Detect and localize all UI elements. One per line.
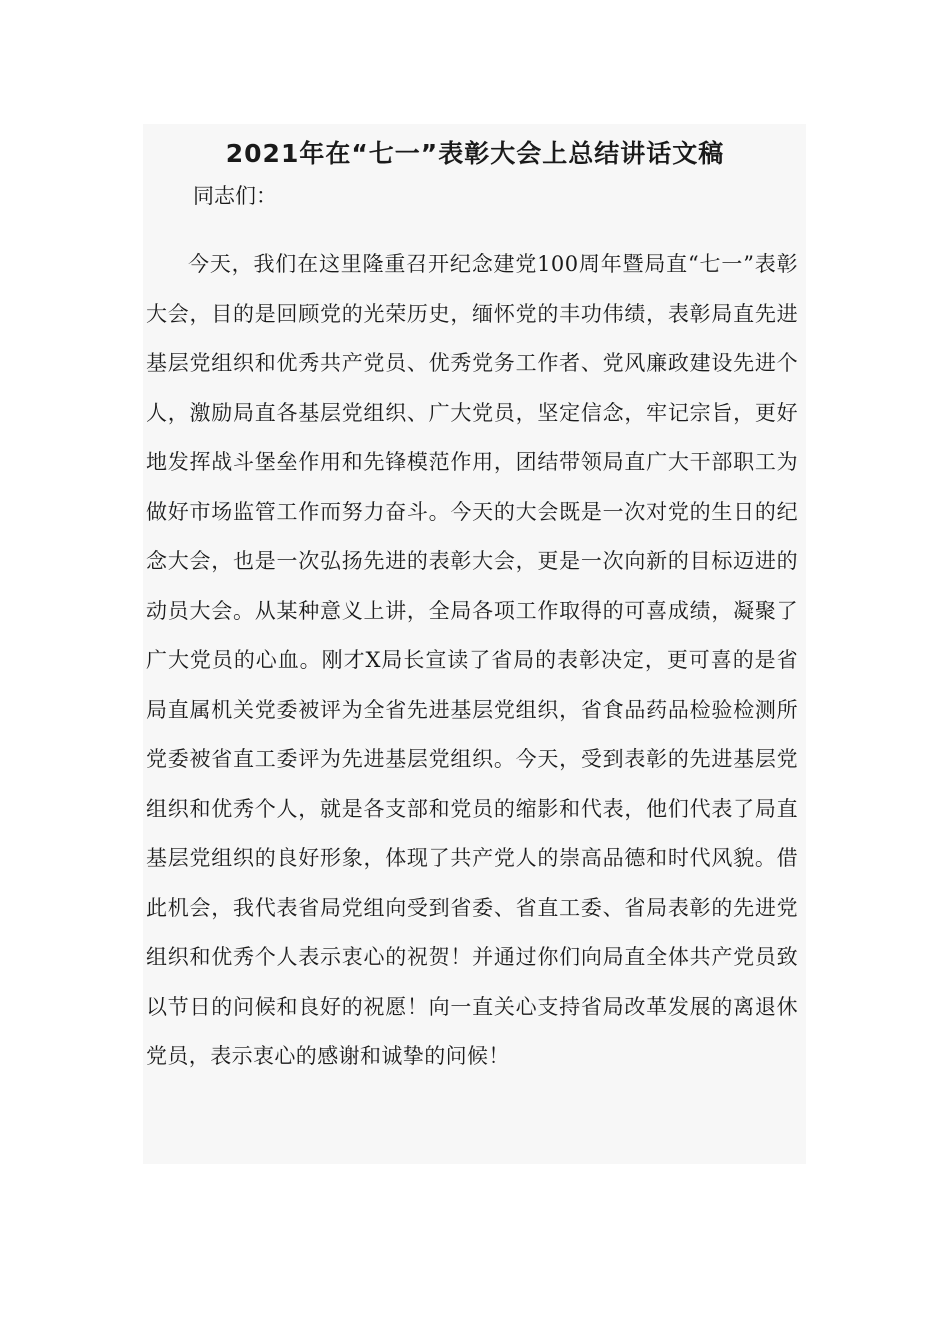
body-paragraph: 今天，我们在这里隆重召开纪念建党100周年暨局直“七一”表彰大会，目的是回顾党的光荣历史，缅怀党的丰功伟绩，表彰局直先进基层党组织和优秀共产党员、优秀党务工作者、党风廉政建设先进个人，激励局直各基层党组织、广大党员，坚定信念，牢记宗旨，更好地发挥战斗堡垒作用和先锋模范作用，团结带领局直广大干部职工为做好市场监管工作而努力奋斗。今天的大会既是一次对党的生日的纪念大会，也是一次弘扬先进的表彰大会，更是一次向新的目标迈进的动员大会。从某种意义上讲，全局各项工作取得的可喜成绩，凝聚了广大党员的心血。刚才X局长宣读了省局的表彰决定，更可喜的是省局直属机关党委被评为全省先进基层党组织，省食品药品检验检测所党委被省直工委评为先进基层党组织。今天，受到表彰的先进基层党组织和优秀个人，就是各支部和党员的缩影和代表，他们代表了局直基层党组织的良好形象，体现了共产党人的崇高品德和时代风貌。借此机会，我代表省局党组向受到省委、省直工委、省局表彰的先进党组织和优秀个人表示衷心的祝贺！并通过你们向局直全体共产党员致以节日的问候和良好的祝愿！向一直关心支持省局改革发展的离退休党员，表示衷心的感谢和诚挚的问候！ bbox=[146, 252, 798, 1068]
document-title: 2021年在“七一”表彰大会上总结讲话文稿 bbox=[225, 139, 725, 168]
salutation: 同志们： bbox=[193, 184, 277, 208]
